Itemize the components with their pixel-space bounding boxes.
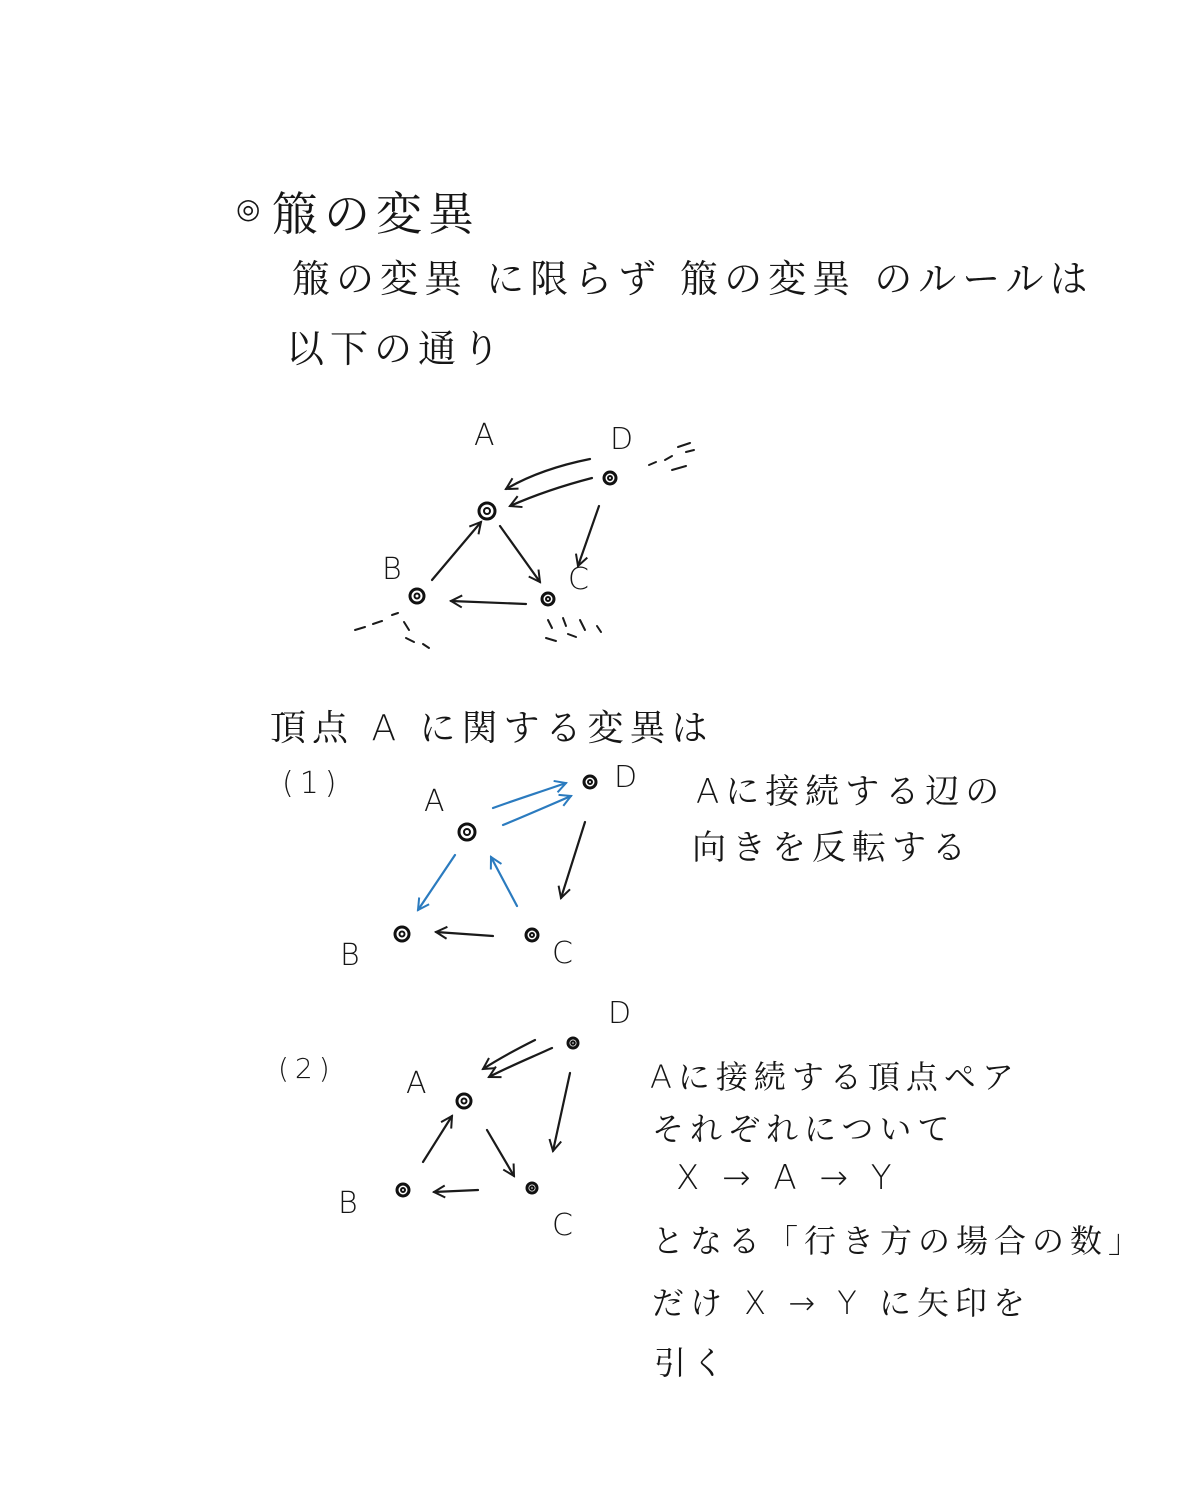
step2-note-line-3: X → A → Y [676,1158,898,1198]
edge-b-to-a-step2 [423,1116,452,1162]
step2-marker: (2) [278,1052,336,1085]
node-a [479,503,495,519]
step2-label-d: D [608,996,632,1031]
node-a-step2 [457,1094,471,1108]
edge-c-to-b-step1 [436,932,493,936]
edge-c-to-b [451,601,526,604]
step2-note-line-5: だけ X → Y に矢印を [652,1284,1031,1322]
label-c: C [568,562,589,597]
edge-a-to-d-1 [493,783,566,808]
node-c-step1 [526,929,538,941]
edge-d-to-a-1 [506,459,590,489]
edge-a-to-c [500,526,540,582]
intro-line-1: 箙の変異 に限らず 箙の変異 のルールは [292,257,1094,301]
edge-c-to-a [491,857,517,906]
label-a: A [474,418,495,453]
edge-a-to-b [418,855,455,910]
node-c [542,593,554,605]
step2-note-line-6: 引く [654,1344,731,1382]
edge-d-to-c-step2 [553,1073,570,1151]
step2-label-b: B [338,1186,358,1221]
step2-note-line-2: それぞれについて [652,1110,956,1148]
step1-marker: (1) [282,766,343,801]
bullet-icon: ◎ [236,192,267,225]
node-d-step2 [568,1038,578,1048]
step2-note-line-4: となる「行き方の場合の数」 [652,1222,1147,1260]
edge-d-to-c [578,506,599,566]
node-d-step1 [584,776,596,788]
node-b [410,589,424,603]
edge-a-to-c-step2 [487,1130,514,1176]
continuation-dashes [355,443,694,648]
node-b-step2 [397,1184,409,1196]
step1-label-b: B [340,938,360,973]
step1-label-c: C [552,936,573,971]
step1-label-a: A [424,784,445,819]
edge-d-to-a-step2-2 [489,1048,552,1077]
node-b-step1 [395,927,409,941]
edge-b-to-a [432,522,481,580]
step1-note-line-2: 向きを反転する [692,828,972,868]
edge-d-to-c-step1 [561,822,585,898]
step1-label-d: D [614,760,638,795]
step2-label-a: A [406,1066,427,1101]
edge-d-to-a-2 [510,478,592,506]
edge-d-to-a-step2-1 [483,1040,535,1069]
node-a-step1 [459,824,475,840]
intro-line-2: 以下の通り [286,327,507,371]
step2-label-c: C [552,1208,573,1243]
mutation-heading: 頂点 A に関する変異は [270,708,714,749]
label-b: B [382,552,402,587]
step2-note-line-1: Aに接続する頂点ペア [650,1058,1020,1096]
label-d: D [610,422,634,457]
node-d [604,472,616,484]
section-title: 箙の変異 [272,187,480,241]
node-c-step2 [527,1183,537,1193]
edge-c-to-b-step2 [434,1190,478,1192]
step1-note-line-1: Aに接続する辺の [696,772,1006,812]
